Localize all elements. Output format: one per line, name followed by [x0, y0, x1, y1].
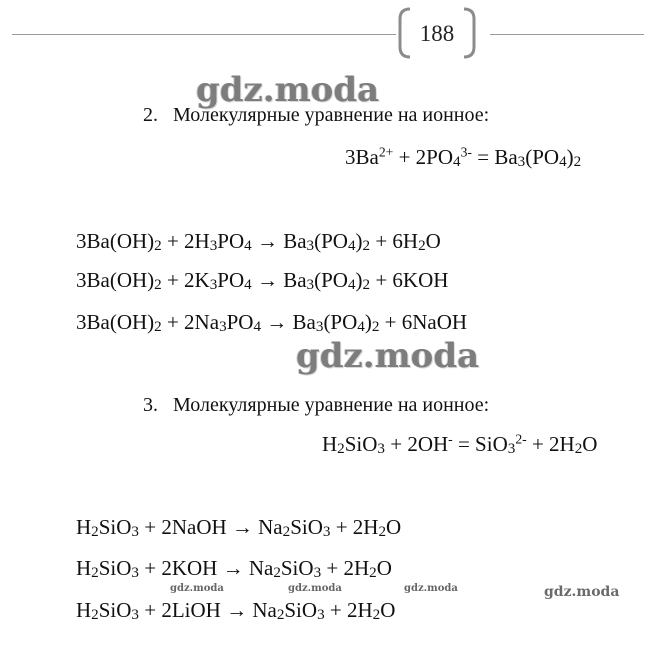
superscript: 2+	[378, 144, 394, 160]
formula-text: H	[76, 515, 92, 539]
subscript: 3	[315, 318, 324, 335]
formula-text: + 2H	[324, 598, 373, 622]
formula-text: SiO	[344, 432, 378, 456]
subscript: 2	[273, 564, 281, 581]
subscript: 4	[244, 276, 252, 293]
section-2-heading	[143, 104, 489, 127]
formula-text: = SiO	[452, 432, 508, 456]
subscript: 2	[372, 606, 381, 623]
section-2-number: 2.	[143, 104, 158, 126]
formula-text: SiO	[290, 515, 323, 539]
subscript: 2	[574, 440, 583, 457]
formula-text: H	[76, 598, 92, 622]
section-2-equation-3	[76, 310, 467, 335]
subscript: 3	[209, 276, 218, 293]
subscript: 3	[209, 237, 218, 254]
section-2-equation-2	[76, 268, 448, 293]
subscript: 3	[322, 523, 331, 540]
section-3-heading	[143, 394, 489, 417]
formula-text: → Ba	[251, 268, 307, 292]
subscript: 4	[357, 318, 365, 335]
formula-text: + 2LiOH → Na	[138, 598, 277, 622]
subscript: 3	[306, 276, 315, 293]
formula-text: + 2K	[161, 268, 210, 292]
subscript: 2	[282, 523, 291, 540]
section-3-ionic-equation	[322, 432, 597, 457]
formula-text: SiO	[98, 515, 132, 539]
formula-text: + 2OH	[384, 432, 449, 456]
formula-text: SiO	[284, 598, 318, 622]
subscript: 4	[559, 153, 567, 170]
subscript: 4	[347, 276, 356, 293]
subscript: 2	[378, 523, 387, 540]
formula-text: + 2Na	[161, 310, 220, 334]
formula-text: + 2H	[321, 556, 370, 580]
subscript: 4	[244, 237, 252, 254]
subscript: 2	[337, 440, 345, 457]
section-2-equation-1	[76, 229, 441, 254]
formula-text: SiO	[98, 556, 132, 580]
formula-text: (PO	[323, 310, 358, 334]
subscript: 3	[131, 523, 139, 540]
header-rule-right	[490, 34, 644, 35]
subscript: 2	[362, 276, 371, 293]
formula-text: + 2NaOH → Na	[138, 515, 283, 539]
subscript: 2	[91, 564, 99, 581]
subscript: 2	[371, 318, 380, 335]
subscript: 2	[91, 523, 99, 540]
subscript: 3	[306, 237, 315, 254]
subscript: 2	[276, 606, 285, 623]
section-3-equation-3	[76, 598, 395, 623]
subscript: 3	[219, 318, 227, 335]
subscript: 3	[517, 153, 526, 170]
formula-text: + 6KOH	[370, 268, 449, 292]
subscript: 2	[573, 153, 582, 170]
formula-text: + 2KOH → Na	[138, 556, 274, 580]
formula-text: 3Ba	[345, 145, 379, 169]
formula-text: H	[322, 432, 338, 456]
page-number-box	[398, 7, 476, 59]
watermark-top: gdz.moda	[196, 70, 380, 110]
formula-text: + 6NaOH	[379, 310, 468, 334]
formula-text: → Ba	[261, 310, 316, 334]
formula-text: 3Ba(OH)	[76, 310, 155, 334]
subscript: 4	[347, 237, 356, 254]
section-2-title: Молекулярные уравнение на ионное:	[173, 104, 490, 126]
watermark-tiny-2: gdz.moda	[288, 583, 342, 594]
formula-text: + 2H	[161, 229, 210, 253]
formula-text: 3Ba(OH)	[76, 268, 155, 292]
superscript: -	[448, 431, 453, 447]
subscript: 3	[313, 564, 322, 581]
formula-text: O	[380, 598, 396, 622]
subscript: 3	[507, 440, 516, 457]
formula-text: 3Ba(OH)	[76, 229, 155, 253]
formula-text: (PO	[525, 145, 560, 169]
subscript: 3	[131, 564, 139, 581]
formula-text: )	[355, 268, 363, 292]
formula-text: O	[582, 432, 598, 456]
subscript: 2	[418, 237, 426, 254]
superscript: 2-	[515, 431, 527, 447]
formula-text: PO	[217, 229, 245, 253]
formula-text: + 6H	[370, 229, 419, 253]
superscript: 3-	[460, 144, 472, 160]
subscript: 3	[131, 606, 139, 623]
subscript: 2	[362, 237, 371, 254]
formula-text: )	[355, 229, 363, 253]
subscript: 2	[154, 237, 162, 254]
section-3-title: Молекулярные уравнение на ионное:	[173, 394, 490, 416]
formula-text: (PO	[314, 229, 348, 253]
watermark-middle: gdz.moda	[296, 336, 480, 376]
watermark-bottom-right: gdz.moda	[544, 584, 620, 600]
formula-text: SiO	[98, 598, 132, 622]
section-3-number: 3.	[143, 394, 158, 416]
formula-text: H	[76, 556, 92, 580]
section-3-equation-1	[76, 515, 401, 540]
formula-text: )	[364, 310, 372, 334]
formula-text: + 2PO	[393, 145, 454, 169]
formula-text: O	[386, 515, 402, 539]
formula-text: + 2H	[330, 515, 379, 539]
formula-text: = Ba	[471, 145, 518, 169]
formula-text: )	[566, 145, 574, 169]
subscript: 2	[154, 318, 162, 335]
formula-text: O	[376, 556, 392, 580]
page-number: 188	[419, 21, 455, 46]
section-3-equation-2	[76, 556, 392, 581]
header-rule-left	[12, 34, 396, 35]
formula-text: → Ba	[251, 229, 307, 253]
formula-text: O	[425, 229, 441, 253]
subscript: 3	[377, 440, 385, 457]
subscript: 2	[91, 606, 99, 623]
formula-text: SiO	[280, 556, 314, 580]
subscript: 2	[369, 564, 377, 581]
subscript: 4	[453, 153, 461, 170]
formula-text: (PO	[314, 268, 348, 292]
subscript: 2	[154, 276, 162, 293]
formula-text: + 2H	[526, 432, 575, 456]
subscript: 4	[253, 318, 262, 335]
watermark-tiny-3: gdz.moda	[404, 583, 458, 594]
section-2-ionic-equation	[345, 145, 581, 170]
watermark-tiny-1: gdz.moda	[170, 583, 224, 594]
formula-text: PO	[217, 268, 245, 292]
formula-text: PO	[226, 310, 254, 334]
subscript: 3	[317, 606, 325, 623]
